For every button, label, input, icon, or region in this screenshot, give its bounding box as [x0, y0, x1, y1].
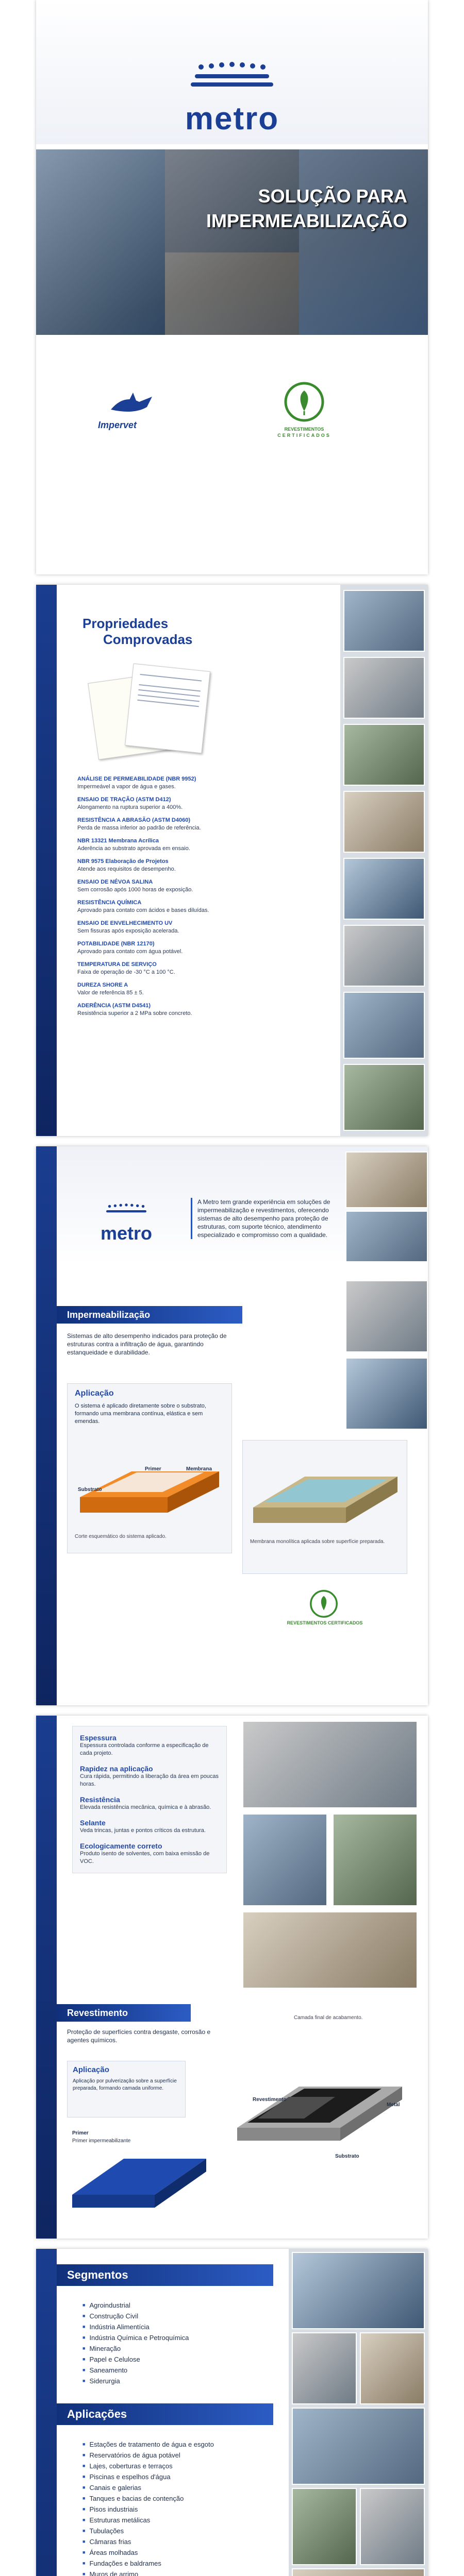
coating-callout: Camada final de acabamento.: [294, 2015, 363, 2021]
property-item: ENSAIO DE NÉVOA SALINA Sem corrosão após 1000 horas de exposição.: [77, 879, 193, 893]
application-item: ■ Lajes, coberturas e terraços: [82, 2461, 278, 2472]
features-panel: [36, 1716, 428, 2239]
cover-title-line1: SOLUÇÃO PARA: [258, 185, 407, 207]
segments-photo: [292, 2488, 357, 2565]
logo-mark-icon: [170, 62, 294, 98]
waterproofing-footer-brand: REVESTIMENTOS CERTIFICADOS: [287, 1620, 363, 1625]
property-item: NBR 9575 Elaboração de Projetos Atende aos requisitos de desempenho.: [77, 858, 176, 872]
properties-heading: [82, 616, 192, 648]
properties-photo: [343, 858, 425, 920]
segments-photo: [292, 2408, 425, 2485]
property-item: TEMPERATURA DE SERVIÇO Faixa de operação de -30 °C a 100 °C.: [77, 961, 175, 975]
waterproofing-layers-diagram: [75, 1440, 224, 1523]
waterproofing-photo: [345, 1280, 428, 1352]
properties-title-line1: Propriedades: [82, 616, 169, 631]
segment-item: ■ Siderurgia: [82, 2376, 278, 2387]
certified-seal-icon: [284, 381, 325, 422]
layer-label: Substrato: [78, 1487, 102, 1493]
application-item: ■ Pisos industriais: [82, 2504, 278, 2515]
certificate-doc-2: [125, 664, 210, 754]
coating-label: Substrato: [335, 2154, 359, 2159]
segments-list: [82, 2300, 278, 2387]
application-item: ■ Muros de arrimo: [82, 2569, 278, 2576]
segment-item: ■ Construção Civil: [82, 2311, 278, 2322]
properties-photo: [343, 791, 425, 853]
application-item: ■ Estruturas metálicas: [82, 2515, 278, 2526]
properties-title-line2: Comprovadas: [103, 632, 193, 647]
hero-photo-4: [165, 252, 299, 335]
property-item: ENSAIO DE ENVELHECIMENTO UV Sem fissuras após exposição acelerada.: [77, 920, 179, 934]
impervet-shark-icon: [108, 392, 155, 417]
application-item: ■ Tanques e bacias de contenção: [82, 2494, 278, 2504]
application-item: ■ Fundações e baldrames: [82, 2558, 278, 2569]
segment-item: ■ Mineração: [82, 2344, 278, 2354]
brand-impervet: Impervet: [98, 420, 137, 430]
coating-label: Primer: [72, 2130, 89, 2136]
features-photo: [242, 1814, 327, 1906]
property-item: POTABILIDADE (NBR 12170) Aprovado para contato com água potável.: [77, 941, 183, 955]
application-box-left: [67, 1383, 232, 1553]
properties-photo: [343, 590, 425, 652]
hero-photo-3: [299, 149, 428, 335]
layer-label: Membrana: [186, 1466, 212, 1472]
right-caption: Membrana monolítica aplicada sobre superfície preparada.: [250, 1539, 385, 1545]
features-list: [72, 1726, 227, 1873]
about-top: [57, 1146, 428, 1265]
properties-left-bar: [36, 585, 57, 1136]
feature-item: Rapidez na aplicação Cura rápida, permitindo a liberação da área em poucas horas.: [80, 1765, 219, 1787]
certified-seal-icon: [309, 1589, 338, 1618]
segment-item: ■ Papel e Celulose: [82, 2354, 278, 2365]
application-item: ■ Tubulações: [82, 2526, 278, 2537]
cover-hero: [36, 149, 428, 335]
segments-photo: [292, 2252, 425, 2329]
feature-item: Ecologicamente correto Produto isento de solventes, com baixa emissão de VOC.: [80, 1842, 210, 1865]
properties-panel: [36, 585, 428, 1136]
about-photo: [345, 1211, 428, 1262]
properties-photo-column: [340, 585, 428, 1136]
cover-logo-text: metro: [185, 101, 279, 137]
hero-photo-1: [36, 149, 165, 335]
certificate-documents: [93, 667, 222, 760]
features-left-bar: [36, 1716, 57, 2239]
segment-item: ■ Indústria Química e Petroquímica: [82, 2333, 278, 2344]
features-photo: [333, 1814, 418, 1906]
coating-label: Primer impermeabilizante: [72, 2138, 131, 2144]
properties-list: [77, 775, 304, 1023]
segments-left-bar: [36, 2249, 57, 2576]
about-text: A Metro tem grande experiência em soluções de impermeabilização e revestimentos, oferecendo sistemas de alto desempenho para proteção de estruturas, com suporte técnico, atendimento especializado e compromisso com a qualidade.: [191, 1198, 340, 1239]
waterproofing-section: [57, 1275, 428, 1705]
segments-panel: [36, 2249, 428, 2576]
cover-title: [206, 185, 407, 232]
properties-photo: [343, 992, 425, 1059]
applications-list: [82, 2439, 278, 2576]
segments-photo: [360, 2332, 425, 2404]
properties-photo: [343, 724, 425, 786]
cover-title-line2: IMPERMEABILIZAÇÃO: [206, 210, 407, 231]
segment-item: ■ Indústria Alimentícia: [82, 2322, 278, 2333]
left-caption: Corte esquemático do sistema aplicado.: [75, 1534, 167, 1539]
properties-photo: [343, 925, 425, 987]
application-item: ■ Estações de tratamento de água e esgoto: [82, 2439, 278, 2450]
segment-item: ■ Agroindustrial: [82, 2300, 278, 2311]
coating-left-diagram: [67, 2133, 211, 2221]
application-title: Aplicação: [75, 1389, 114, 1398]
segments-photo-column: [289, 2249, 428, 2576]
application-item: ■ Câmaras frias: [82, 2537, 278, 2548]
segments-photo: [360, 2488, 425, 2565]
features-photo: [242, 1721, 418, 1808]
property-item: RESISTÊNCIA A ABRASÃO (ASTM D4060) Perda de massa inferior ao padrão de referência.: [77, 817, 201, 831]
layer-label: Primer: [145, 1466, 161, 1472]
brand-certified-line1: REVESTIMENTOS: [284, 427, 324, 432]
coating-title: Revestimento: [57, 2004, 191, 2022]
property-item: ANÁLISE DE PERMEABILIDADE (NBR 9952) Impermeável a vapor de água e gases.: [77, 776, 196, 790]
cover-panel: [36, 0, 428, 574]
property-item: RESISTÊNCIA QUÍMICA Aprovado para contato com ácidos e bases diluídas.: [77, 900, 209, 913]
property-item: ADERÊNCIA (ASTM D4541) Resistência superior a 2 MPa sobre concreto.: [77, 1003, 192, 1016]
application-item: ■ Canais e galerias: [82, 2483, 278, 2494]
application-text: O sistema é aplicado diretamente sobre o substrato, formando uma membrana contínua, elástica e sem emendas.: [75, 1403, 206, 1425]
segments-photo: [292, 2332, 357, 2404]
properties-photo: [343, 1064, 425, 1131]
features-photo: [242, 1911, 418, 1989]
about-panel: [36, 1146, 428, 1705]
coating-application-text: Aplicação por pulverização sobre a superfície preparada, formando camada uniforme.: [73, 2078, 177, 2091]
logo-mark-icon: [93, 1203, 160, 1224]
cover-header: [36, 0, 428, 144]
applications-title: Aplicações: [57, 2403, 273, 2425]
about-left-bar: [36, 1146, 57, 1705]
membrane-diagram: [248, 1446, 403, 1533]
coating-label: Metal: [387, 2102, 400, 2108]
coating-section: [57, 2004, 428, 2239]
waterproofing-title: Impermeabilização: [57, 1306, 242, 1324]
waterproofing-photo: [345, 1358, 428, 1430]
property-item: NBR 13321 Membrana Acrílica Aderência ao substrato aprovada em ensaio.: [77, 838, 190, 852]
property-item: DUREZA SHORE A Valor de referência 85 ± 5.: [77, 982, 144, 996]
coating-intro: Proteção de superfícies contra desgaste, corrosão e agentes químicos.: [67, 2028, 211, 2044]
property-item: ENSAIO DE TRAÇÃO (ASTM D412) Alongamento na ruptura superior a 400%.: [77, 796, 183, 810]
coating-label: Revestimento: [253, 2097, 287, 2103]
about-photo: [345, 1151, 428, 1208]
brand-certified-line2: CERTIFICADOS: [277, 433, 331, 438]
application-item: ■ Reservatórios de água potável: [82, 2450, 278, 2461]
cover-footer: [36, 335, 428, 574]
segments-photo: [292, 2568, 425, 2576]
feature-item: Selante Veda trincas, juntas e pontos críticos da estrutura.: [80, 1819, 206, 1834]
application-item: ■ Piscinas e espelhos d'água: [82, 2472, 278, 2483]
segment-item: ■ Saneamento: [82, 2365, 278, 2376]
application-item: ■ Áreas molhadas: [82, 2548, 278, 2558]
coating-application-title: Aplicação: [73, 2065, 109, 2074]
feature-item: Resistência Elevada resistência mecânica, química e à abrasão.: [80, 1795, 211, 1810]
coating-application-box: [67, 2061, 186, 2117]
application-box-right: [242, 1440, 407, 1574]
waterproofing-intro: Sistemas de alto desempenho indicados para proteção de estruturas contra a infiltração de água, garantindo estanqueidade e durabilidade.: [67, 1332, 227, 1356]
about-logo-text: metro: [100, 1223, 153, 1244]
coating-right-diagram: [227, 2050, 412, 2164]
segments-title: Segmentos: [57, 2264, 273, 2286]
properties-photo: [343, 657, 425, 719]
feature-item: Espessura Espessura controlada conforme a especificação de cada projeto.: [80, 1734, 209, 1756]
